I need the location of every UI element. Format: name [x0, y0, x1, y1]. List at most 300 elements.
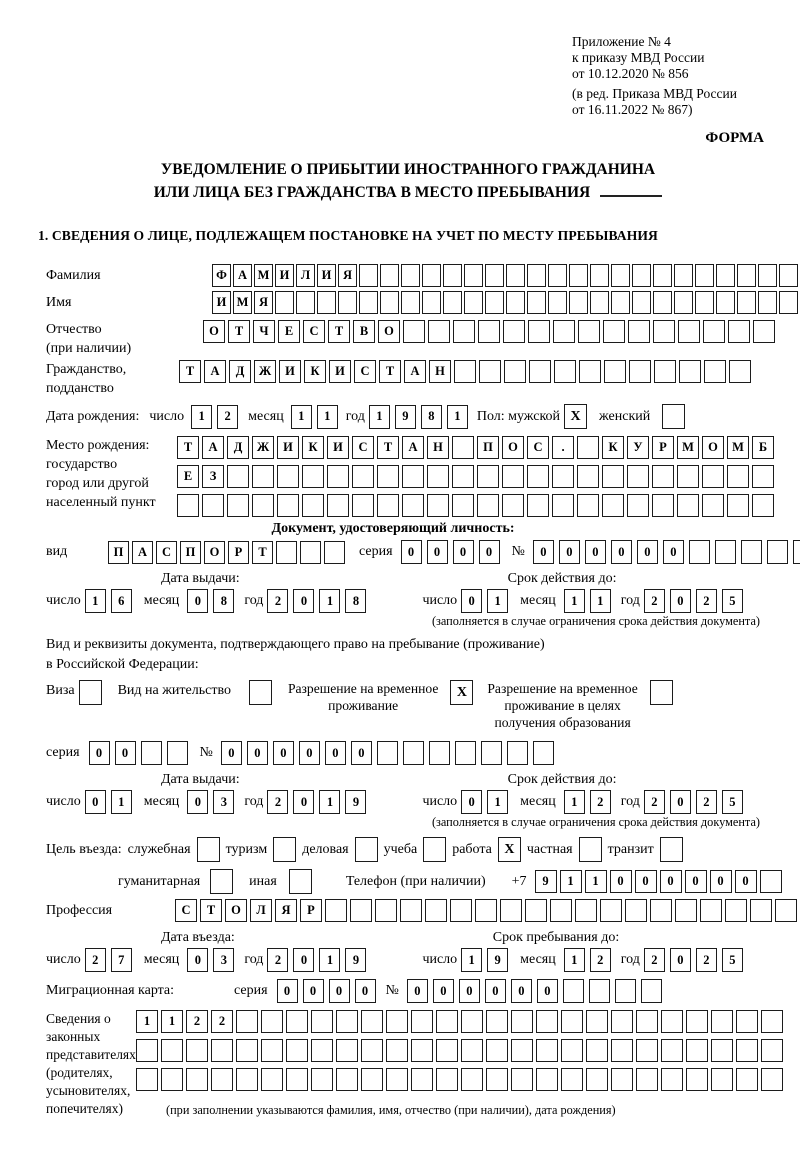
char-cell[interactable]: 7 — [111, 948, 132, 972]
char-cell[interactable]: Р — [300, 899, 322, 922]
char-cell[interactable] — [702, 494, 724, 517]
char-cell[interactable] — [737, 291, 756, 314]
char-cell[interactable] — [529, 360, 551, 383]
char-cell[interactable]: 5 — [722, 948, 743, 972]
char-cell[interactable] — [761, 1010, 783, 1033]
char-cell[interactable]: 2 — [590, 948, 611, 972]
char-cell[interactable] — [611, 1010, 633, 1033]
char-cell[interactable] — [500, 899, 522, 922]
char-cell[interactable]: 0 — [355, 979, 376, 1003]
char-cell[interactable]: 0 — [427, 540, 448, 564]
char-cell[interactable]: А — [402, 436, 424, 459]
char-cell[interactable]: 0 — [485, 979, 506, 1003]
char-cell[interactable] — [636, 1068, 658, 1091]
char-cell[interactable] — [727, 494, 749, 517]
char-cell[interactable]: И — [212, 291, 231, 314]
char-cell[interactable] — [604, 360, 626, 383]
char-cell[interactable] — [761, 1068, 783, 1091]
char-cell[interactable] — [311, 1010, 333, 1033]
char-cell[interactable]: Т — [377, 436, 399, 459]
char-cell[interactable] — [677, 465, 699, 488]
char-cell[interactable] — [401, 291, 420, 314]
char-cell[interactable] — [202, 494, 224, 517]
char-cell[interactable]: 9 — [487, 948, 508, 972]
char-cell[interactable] — [675, 899, 697, 922]
char-cell[interactable] — [502, 494, 524, 517]
char-cell[interactable]: 0 — [351, 741, 372, 765]
char-cell[interactable]: Н — [429, 360, 451, 383]
char-cell[interactable] — [761, 1039, 783, 1062]
char-cell[interactable] — [727, 465, 749, 488]
char-cell[interactable] — [736, 1039, 758, 1062]
char-cell[interactable]: И — [327, 436, 349, 459]
char-cell[interactable]: Я — [338, 264, 357, 287]
char-cell[interactable] — [661, 1010, 683, 1033]
char-cell[interactable] — [536, 1068, 558, 1091]
char-cell[interactable] — [611, 1068, 633, 1091]
char-cell[interactable] — [461, 1010, 483, 1033]
char-cell[interactable] — [186, 1039, 208, 1062]
char-cell[interactable] — [136, 1039, 158, 1062]
char-cell[interactable] — [686, 1068, 708, 1091]
char-cell[interactable] — [455, 741, 476, 765]
char-cell[interactable] — [704, 360, 726, 383]
char-cell[interactable] — [477, 494, 499, 517]
char-cell[interactable] — [361, 1010, 383, 1033]
char-cell[interactable] — [452, 465, 474, 488]
char-cell[interactable]: 1 — [461, 948, 482, 972]
char-cell[interactable]: 2 — [696, 589, 717, 613]
char-cell[interactable] — [511, 1010, 533, 1033]
char-cell[interactable]: И — [277, 436, 299, 459]
char-cell[interactable] — [286, 1010, 308, 1033]
char-cell[interactable] — [317, 291, 336, 314]
char-cell[interactable] — [377, 741, 398, 765]
char-cell[interactable]: В — [353, 320, 375, 343]
char-cell[interactable]: М — [727, 436, 749, 459]
char-cell[interactable]: 0 — [533, 540, 554, 564]
char-cell[interactable]: У — [627, 436, 649, 459]
char-cell[interactable] — [352, 465, 374, 488]
char-cell[interactable] — [760, 870, 782, 893]
char-cell[interactable] — [575, 899, 597, 922]
purpose-official-checkbox[interactable] — [197, 837, 220, 862]
char-cell[interactable] — [411, 1068, 433, 1091]
char-cell[interactable] — [401, 264, 420, 287]
char-cell[interactable] — [561, 1068, 583, 1091]
char-cell[interactable] — [728, 320, 750, 343]
char-cell[interactable]: 1 — [319, 948, 340, 972]
purpose-work-checkbox[interactable]: X — [498, 837, 521, 862]
char-cell[interactable] — [402, 494, 424, 517]
residence-permit-checkbox[interactable] — [249, 680, 272, 705]
char-cell[interactable] — [361, 1039, 383, 1062]
char-cell[interactable] — [627, 465, 649, 488]
char-cell[interactable]: С — [156, 541, 177, 564]
char-cell[interactable]: 0 — [511, 979, 532, 1003]
char-cell[interactable] — [550, 899, 572, 922]
char-cell[interactable] — [652, 465, 674, 488]
char-cell[interactable]: Д — [227, 436, 249, 459]
char-cell[interactable] — [227, 494, 249, 517]
char-cell[interactable]: 0 — [559, 540, 580, 564]
char-cell[interactable]: Р — [228, 541, 249, 564]
char-cell[interactable] — [302, 494, 324, 517]
char-cell[interactable] — [300, 541, 321, 564]
char-cell[interactable]: 8 — [421, 405, 442, 429]
char-cell[interactable]: П — [477, 436, 499, 459]
char-cell[interactable]: М — [233, 291, 252, 314]
char-cell[interactable]: 0 — [89, 741, 110, 765]
char-cell[interactable] — [758, 291, 777, 314]
char-cell[interactable] — [403, 320, 425, 343]
char-cell[interactable] — [590, 264, 609, 287]
char-cell[interactable] — [477, 465, 499, 488]
char-cell[interactable]: З — [202, 465, 224, 488]
char-cell[interactable]: 0 — [277, 979, 298, 1003]
char-cell[interactable] — [548, 264, 567, 287]
char-cell[interactable] — [686, 1039, 708, 1062]
char-cell[interactable] — [702, 465, 724, 488]
char-cell[interactable] — [632, 264, 651, 287]
char-cell[interactable]: 8 — [213, 589, 234, 613]
char-cell[interactable] — [579, 360, 601, 383]
char-cell[interactable]: С — [303, 320, 325, 343]
char-cell[interactable] — [422, 291, 441, 314]
char-cell[interactable]: Е — [278, 320, 300, 343]
char-cell[interactable] — [775, 899, 797, 922]
char-cell[interactable] — [464, 291, 483, 314]
char-cell[interactable]: 0 — [407, 979, 428, 1003]
char-cell[interactable] — [641, 979, 662, 1003]
char-cell[interactable] — [436, 1039, 458, 1062]
char-cell[interactable] — [636, 1010, 658, 1033]
char-cell[interactable] — [507, 741, 528, 765]
purpose-business-checkbox[interactable] — [355, 837, 378, 862]
char-cell[interactable] — [711, 1010, 733, 1033]
char-cell[interactable]: 0 — [187, 790, 208, 814]
char-cell[interactable] — [578, 320, 600, 343]
char-cell[interactable]: Р — [652, 436, 674, 459]
char-cell[interactable]: 0 — [735, 870, 757, 893]
char-cell[interactable] — [452, 436, 474, 459]
char-cell[interactable] — [695, 291, 714, 314]
char-cell[interactable] — [453, 320, 475, 343]
char-cell[interactable] — [350, 899, 372, 922]
char-cell[interactable] — [506, 264, 525, 287]
char-cell[interactable] — [141, 741, 162, 765]
char-cell[interactable]: Д — [229, 360, 251, 383]
char-cell[interactable] — [589, 979, 610, 1003]
char-cell[interactable] — [689, 540, 710, 564]
char-cell[interactable] — [485, 264, 504, 287]
char-cell[interactable]: Я — [254, 291, 273, 314]
char-cell[interactable] — [427, 494, 449, 517]
char-cell[interactable]: И — [317, 264, 336, 287]
char-cell[interactable] — [752, 465, 774, 488]
char-cell[interactable]: 0 — [299, 741, 320, 765]
char-cell[interactable] — [586, 1039, 608, 1062]
char-cell[interactable]: 1 — [136, 1010, 158, 1033]
char-cell[interactable]: 1 — [585, 870, 607, 893]
char-cell[interactable] — [454, 360, 476, 383]
char-cell[interactable]: А — [233, 264, 252, 287]
char-cell[interactable]: 1 — [317, 405, 338, 429]
char-cell[interactable]: 1 — [191, 405, 212, 429]
char-cell[interactable] — [611, 264, 630, 287]
char-cell[interactable] — [590, 291, 609, 314]
char-cell[interactable]: 0 — [670, 790, 691, 814]
char-cell[interactable]: 5 — [722, 790, 743, 814]
char-cell[interactable] — [653, 291, 672, 314]
char-cell[interactable] — [554, 360, 576, 383]
purpose-private-checkbox[interactable] — [579, 837, 602, 862]
char-cell[interactable] — [674, 264, 693, 287]
char-cell[interactable] — [302, 465, 324, 488]
char-cell[interactable]: 2 — [267, 790, 288, 814]
char-cell[interactable]: 0 — [273, 741, 294, 765]
char-cell[interactable]: 0 — [585, 540, 606, 564]
char-cell[interactable]: П — [180, 541, 201, 564]
char-cell[interactable] — [695, 264, 714, 287]
char-cell[interactable]: 0 — [293, 948, 314, 972]
char-cell[interactable] — [750, 899, 772, 922]
char-cell[interactable]: 8 — [345, 589, 366, 613]
char-cell[interactable] — [711, 1039, 733, 1062]
char-cell[interactable] — [611, 1039, 633, 1062]
char-cell[interactable]: 2 — [644, 948, 665, 972]
char-cell[interactable]: Н — [427, 436, 449, 459]
char-cell[interactable]: 9 — [395, 405, 416, 429]
char-cell[interactable]: Т — [328, 320, 350, 343]
char-cell[interactable]: С — [354, 360, 376, 383]
char-cell[interactable]: 1 — [564, 790, 585, 814]
char-cell[interactable] — [276, 541, 297, 564]
char-cell[interactable] — [527, 291, 546, 314]
char-cell[interactable] — [615, 979, 636, 1003]
char-cell[interactable] — [650, 899, 672, 922]
char-cell[interactable]: 5 — [722, 589, 743, 613]
char-cell[interactable]: 2 — [267, 589, 288, 613]
char-cell[interactable]: 1 — [161, 1010, 183, 1033]
char-cell[interactable] — [375, 899, 397, 922]
temp-permit-checkbox[interactable]: X — [450, 680, 473, 705]
char-cell[interactable] — [628, 320, 650, 343]
char-cell[interactable] — [336, 1068, 358, 1091]
char-cell[interactable] — [486, 1010, 508, 1033]
char-cell[interactable]: М — [677, 436, 699, 459]
char-cell[interactable]: П — [108, 541, 129, 564]
char-cell[interactable]: 0 — [670, 589, 691, 613]
char-cell[interactable] — [569, 264, 588, 287]
char-cell[interactable]: 1 — [447, 405, 468, 429]
char-cell[interactable] — [503, 320, 525, 343]
purpose-study-checkbox[interactable] — [423, 837, 446, 862]
char-cell[interactable]: 1 — [85, 589, 106, 613]
char-cell[interactable] — [686, 1010, 708, 1033]
char-cell[interactable]: О — [225, 899, 247, 922]
char-cell[interactable]: 1 — [590, 589, 611, 613]
char-cell[interactable] — [227, 465, 249, 488]
char-cell[interactable] — [402, 465, 424, 488]
char-cell[interactable]: 0 — [293, 790, 314, 814]
char-cell[interactable]: 2 — [696, 948, 717, 972]
char-cell[interactable] — [429, 741, 450, 765]
char-cell[interactable] — [528, 320, 550, 343]
char-cell[interactable] — [486, 1068, 508, 1091]
char-cell[interactable] — [711, 1068, 733, 1091]
char-cell[interactable] — [563, 979, 584, 1003]
char-cell[interactable]: 2 — [644, 790, 665, 814]
char-cell[interactable] — [536, 1010, 558, 1033]
char-cell[interactable] — [527, 494, 549, 517]
char-cell[interactable] — [411, 1010, 433, 1033]
char-cell[interactable]: 6 — [111, 589, 132, 613]
char-cell[interactable]: 3 — [213, 790, 234, 814]
char-cell[interactable] — [632, 291, 651, 314]
char-cell[interactable] — [527, 264, 546, 287]
char-cell[interactable]: 3 — [213, 948, 234, 972]
char-cell[interactable] — [361, 1068, 383, 1091]
char-cell[interactable] — [324, 541, 345, 564]
char-cell[interactable]: 1 — [111, 790, 132, 814]
char-cell[interactable]: 2 — [186, 1010, 208, 1033]
char-cell[interactable] — [561, 1039, 583, 1062]
char-cell[interactable]: 0 — [660, 870, 682, 893]
char-cell[interactable] — [486, 1039, 508, 1062]
char-cell[interactable] — [767, 540, 788, 564]
char-cell[interactable]: Б — [752, 436, 774, 459]
char-cell[interactable] — [586, 1068, 608, 1091]
char-cell[interactable]: И — [329, 360, 351, 383]
char-cell[interactable]: 2 — [267, 948, 288, 972]
char-cell[interactable]: 0 — [187, 589, 208, 613]
char-cell[interactable] — [161, 1068, 183, 1091]
char-cell[interactable] — [779, 291, 798, 314]
char-cell[interactable] — [715, 540, 736, 564]
char-cell[interactable]: 0 — [221, 741, 242, 765]
char-cell[interactable] — [336, 1010, 358, 1033]
char-cell[interactable]: Л — [250, 899, 272, 922]
char-cell[interactable]: Ж — [252, 436, 274, 459]
char-cell[interactable]: . — [552, 436, 574, 459]
char-cell[interactable] — [753, 320, 775, 343]
char-cell[interactable] — [380, 264, 399, 287]
char-cell[interactable] — [475, 899, 497, 922]
char-cell[interactable]: 0 — [329, 979, 350, 1003]
visa-checkbox[interactable] — [79, 680, 102, 705]
char-cell[interactable] — [236, 1010, 258, 1033]
char-cell[interactable] — [136, 1068, 158, 1091]
char-cell[interactable] — [793, 540, 800, 564]
char-cell[interactable]: К — [602, 436, 624, 459]
char-cell[interactable] — [167, 741, 188, 765]
char-cell[interactable] — [411, 1039, 433, 1062]
char-cell[interactable] — [703, 320, 725, 343]
char-cell[interactable]: 0 — [115, 741, 136, 765]
purpose-humanitarian-checkbox[interactable] — [210, 869, 233, 894]
char-cell[interactable]: Ж — [254, 360, 276, 383]
char-cell[interactable] — [661, 1039, 683, 1062]
char-cell[interactable] — [677, 494, 699, 517]
char-cell[interactable]: Л — [296, 264, 315, 287]
char-cell[interactable] — [506, 291, 525, 314]
char-cell[interactable] — [450, 899, 472, 922]
char-cell[interactable]: 1 — [564, 589, 585, 613]
char-cell[interactable]: 0 — [635, 870, 657, 893]
char-cell[interactable] — [479, 360, 501, 383]
char-cell[interactable] — [600, 899, 622, 922]
char-cell[interactable] — [427, 465, 449, 488]
char-cell[interactable] — [400, 899, 422, 922]
char-cell[interactable]: 0 — [325, 741, 346, 765]
char-cell[interactable] — [552, 465, 574, 488]
char-cell[interactable]: 0 — [670, 948, 691, 972]
char-cell[interactable]: 1 — [369, 405, 390, 429]
char-cell[interactable] — [525, 899, 547, 922]
char-cell[interactable] — [464, 264, 483, 287]
char-cell[interactable]: Т — [252, 541, 273, 564]
char-cell[interactable]: 1 — [487, 589, 508, 613]
char-cell[interactable] — [325, 899, 347, 922]
char-cell[interactable]: 0 — [453, 540, 474, 564]
char-cell[interactable]: 2 — [644, 589, 665, 613]
char-cell[interactable] — [252, 494, 274, 517]
purpose-tourism-checkbox[interactable] — [273, 837, 296, 862]
char-cell[interactable]: А — [132, 541, 153, 564]
char-cell[interactable] — [548, 291, 567, 314]
char-cell[interactable] — [627, 494, 649, 517]
char-cell[interactable] — [261, 1068, 283, 1091]
char-cell[interactable]: Т — [177, 436, 199, 459]
char-cell[interactable] — [436, 1010, 458, 1033]
char-cell[interactable]: 0 — [685, 870, 707, 893]
char-cell[interactable] — [428, 320, 450, 343]
char-cell[interactable] — [311, 1039, 333, 1062]
char-cell[interactable]: К — [304, 360, 326, 383]
char-cell[interactable] — [380, 291, 399, 314]
char-cell[interactable] — [311, 1068, 333, 1091]
char-cell[interactable]: О — [702, 436, 724, 459]
char-cell[interactable] — [403, 741, 424, 765]
char-cell[interactable]: О — [502, 436, 524, 459]
char-cell[interactable] — [502, 465, 524, 488]
char-cell[interactable]: О — [204, 541, 225, 564]
char-cell[interactable] — [386, 1068, 408, 1091]
char-cell[interactable]: 0 — [710, 870, 732, 893]
char-cell[interactable]: 0 — [637, 540, 658, 564]
char-cell[interactable]: А — [204, 360, 226, 383]
char-cell[interactable] — [716, 264, 735, 287]
char-cell[interactable]: С — [527, 436, 549, 459]
char-cell[interactable] — [336, 1039, 358, 1062]
char-cell[interactable] — [286, 1068, 308, 1091]
char-cell[interactable] — [377, 465, 399, 488]
sex-female-checkbox[interactable] — [662, 404, 685, 429]
char-cell[interactable] — [236, 1039, 258, 1062]
char-cell[interactable] — [737, 264, 756, 287]
char-cell[interactable]: И — [279, 360, 301, 383]
char-cell[interactable]: 0 — [610, 870, 632, 893]
char-cell[interactable] — [286, 1039, 308, 1062]
char-cell[interactable] — [461, 1039, 483, 1062]
purpose-other-checkbox[interactable] — [289, 869, 312, 894]
char-cell[interactable]: 0 — [85, 790, 106, 814]
char-cell[interactable]: 9 — [345, 948, 366, 972]
char-cell[interactable] — [536, 1039, 558, 1062]
char-cell[interactable] — [452, 494, 474, 517]
char-cell[interactable] — [527, 465, 549, 488]
